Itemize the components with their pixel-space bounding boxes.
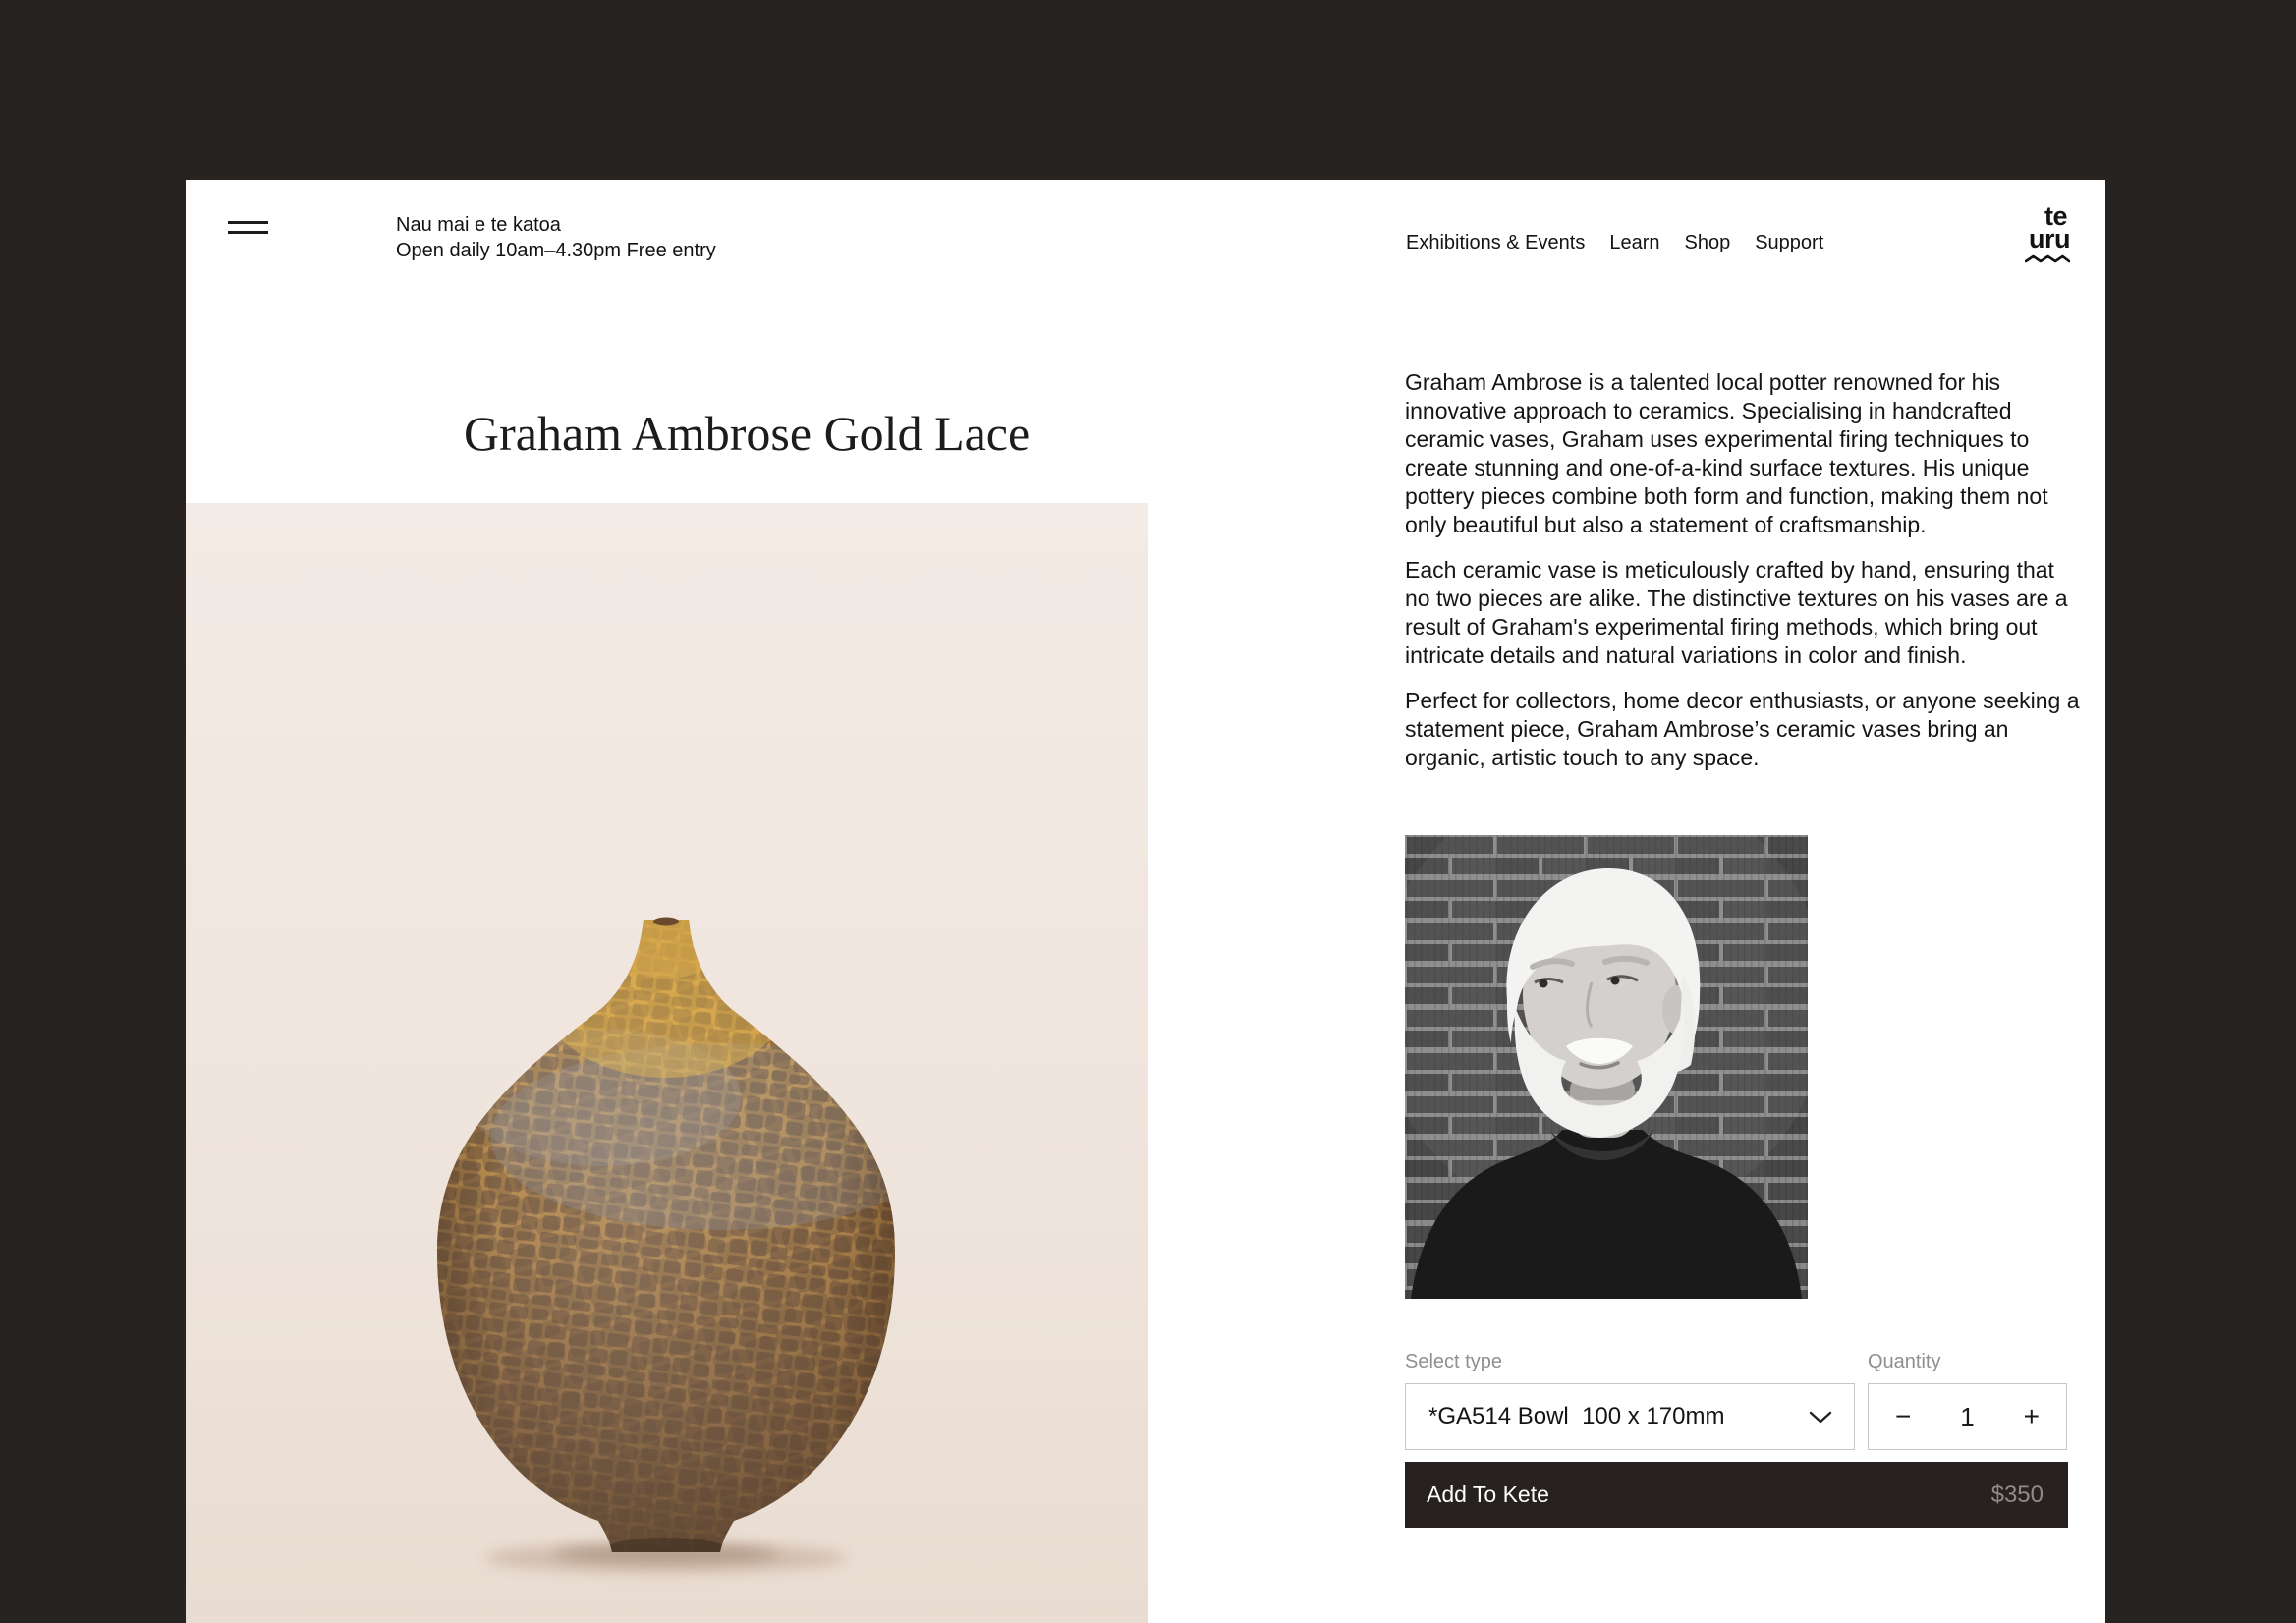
add-to-kete-button[interactable] (1405, 1462, 2068, 1528)
artist-portrait (1405, 835, 1808, 1299)
quantity-increment-button[interactable]: + (2023, 1401, 2040, 1431)
quantity-value: 1 (1960, 1401, 1975, 1431)
product-photo (186, 503, 1148, 1623)
te-uru-logo[interactable] (2023, 201, 2070, 264)
description-paragraph: Each ceramic vase is meticulously crafted by hand, ensuring that no two pieces are alike. The distinctive textures on his vases are a result of Graham's experimental firing methods, which bring out intricate details and natural variations in color and finish. (1405, 557, 2068, 668)
vase-illustration (186, 503, 1148, 1623)
nav-link-shop[interactable]: Shop (1684, 232, 1731, 253)
page-card (186, 180, 2105, 1623)
add-to-kete-label: Add To Kete (1427, 1482, 1549, 1507)
artist-portrait-image (1405, 835, 1808, 1299)
nav-link-learn[interactable]: Learn (1609, 232, 1660, 253)
logo-wave-icon (2025, 253, 2070, 264)
nav-link-support[interactable]: Support (1755, 232, 1824, 253)
menu-icon[interactable] (228, 221, 268, 235)
page-title: Graham Ambrose Gold Lace (464, 405, 1031, 461)
welcome-line2: Open daily 10am–4.30pm Free entry (396, 240, 716, 261)
product-description (1405, 368, 2083, 789)
description-paragraph: Perfect for collectors, home decor enthusiasts, or anyone seeking a statement piece, Graham Ambrose’s ceramic vases bring an organic, artistic touch to any space. (1405, 688, 2080, 770)
quantity-stepper (1868, 1383, 2067, 1450)
quantity-label: Quantity (1868, 1351, 1941, 1372)
type-select[interactable] (1405, 1383, 1855, 1450)
quantity-decrement-button[interactable]: − (1895, 1401, 1912, 1431)
select-type-label: Select type (1405, 1351, 1502, 1372)
main-nav (1406, 232, 1823, 254)
welcome-text (396, 212, 716, 263)
price-label: $350 (1990, 1481, 2044, 1508)
welcome-line1: Nau mai e te katoa (396, 214, 561, 236)
menu-icon-bar (228, 221, 268, 224)
logo-line2: uru (2029, 224, 2070, 253)
chevron-down-icon (1809, 1411, 1832, 1424)
logo-line1: te (2044, 201, 2067, 231)
nav-link-exhibitions-events[interactable]: Exhibitions & Events (1406, 232, 1586, 253)
type-select-value: *GA514 Bowl 100 x 170mm (1428, 1403, 1725, 1429)
description-paragraph: Graham Ambrose is a talented local potter renowned for his innovative approach to ceramics. Specialising in handcrafted ceramic vases, Graham uses experimental firing techniques to create stunning and one-of-a-kind surface textures. His unique pottery pieces combine both form and function, making them not only beautiful but also a statement of craftsmanship. (1405, 369, 2048, 537)
menu-icon-bar (228, 231, 268, 234)
